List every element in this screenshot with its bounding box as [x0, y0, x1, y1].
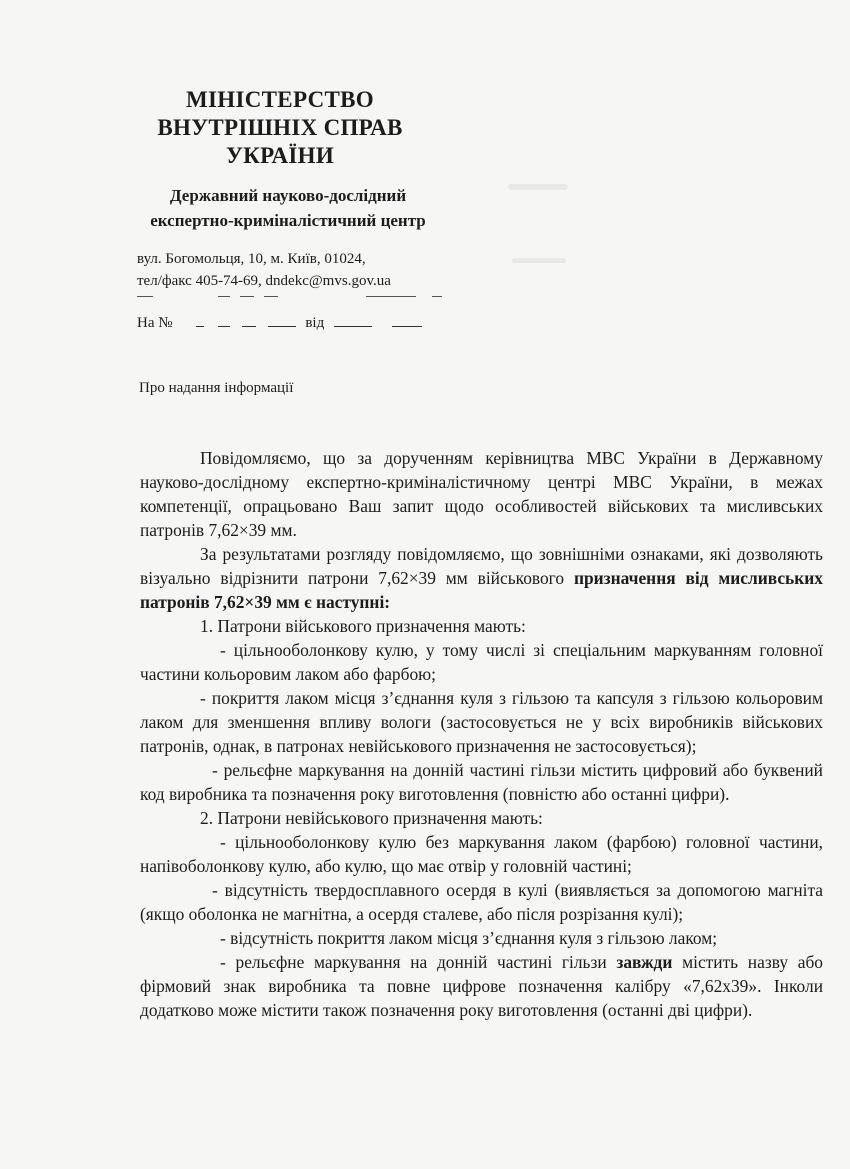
- intro-paragraph: Повідомляємо, що за дорученням керівництва МВС України в Державному науково-дослідному експертно-криміналістичному центрі МВС України, в межах компетенції, опрацьовано Ваш запит щодо особливостей військових та мисливських патронів 7,62×39 мм.: [140, 448, 823, 540]
- results-text: За результатами розгляду повідомляємо, що зовнішніми ознаками, які дозволяють візуально відрізнити патрони 7,62×39 мм військового: [140, 544, 823, 588]
- military-heading: 1. Патрони військового призначення мають:: [200, 616, 526, 636]
- blank-dash: [218, 296, 230, 297]
- civilian-feature: - цільнооболонкову кулю без маркування лаком (фарбою) головної частини, напівоболонкову кулю, або кулю, що має отвір у головній частині;: [140, 832, 823, 876]
- blank-dash: [264, 296, 278, 297]
- reference-number-label: На №: [137, 315, 173, 331]
- ministry-line: МІНІСТЕРСТВО: [186, 87, 374, 112]
- date-blank: [392, 314, 422, 327]
- number-blank: [268, 314, 296, 327]
- civilian-feature-text: містить назву або фірмовий знак виробника та повне цифрове позначення калібру «7,62х39». Інколи додатково може містити також позначення року виготовлення (останні дві цифри).: [140, 952, 823, 1020]
- date-blank: [334, 314, 372, 327]
- blank-dash: [137, 296, 153, 297]
- address-line: вул. Богомольця, 10, м. Київ, 01024,: [137, 251, 366, 267]
- date-label: від: [305, 315, 325, 331]
- civilian-heading: 2. Патрони невійськового призначення мають:: [200, 808, 543, 828]
- ministry-name: [130, 86, 430, 170]
- blank-dash: [432, 296, 442, 297]
- number-blank: [218, 314, 230, 327]
- registration-line: [137, 313, 422, 333]
- civilian-feature-text: - рельєфне маркування на донній частині гільзи: [220, 952, 617, 972]
- institution-line: Державний науково-дослідний: [169, 186, 407, 205]
- contact-line: тел/факс 405-74-69, dndekc@mvs.gov.ua: [137, 273, 391, 289]
- emphasis-always: завжди: [616, 952, 673, 972]
- institution-line: експертно-криміналістичний центр: [150, 211, 426, 230]
- number-blank: [196, 314, 204, 327]
- civilian-feature: - відсутність твердосплавного осердя в кулі (виявляється за допомогою магніта (якщо оболонка не магнітна, а осердя сталеве, або після розрізання кулі);: [140, 880, 823, 924]
- results-text-bold: призначення від мисливських патронів 7,62×39 мм є наступні:: [140, 568, 823, 612]
- ministry-line: УКРАЇНИ: [225, 143, 335, 168]
- civilian-feature: - відсутність покриття лаком місця з’єднання куля з гільзою лаком;: [220, 928, 718, 948]
- blank-dash: [366, 296, 416, 297]
- number-blank: [242, 314, 256, 327]
- institution-name: [118, 183, 458, 233]
- results-paragraph: [140, 542, 823, 614]
- military-feature: - цільнооболонкову кулю, у тому числі зі спеціальним маркуванням головної частини кольоровим лаком або фарбою;: [140, 640, 823, 684]
- military-feature: - покриття лаком місця з’єднання куля з гільзою та капсуля з гільзою кольоровим лаком для зменшення впливу вологи (застосовується не у всіх виробників військових патронів, однак, в патронах невійськового призначення не застосовується);: [140, 688, 823, 756]
- ministry-line: ВНУТРІШНІХ СПРАВ: [157, 115, 403, 140]
- scan-artifact: [512, 258, 566, 263]
- military-feature: - рельєфне маркування на донній частині гільзи містить цифровий або буквений код виробника та позначення року виготовлення (повністю або останні цифри).: [140, 760, 823, 804]
- scan-artifact: [508, 184, 568, 190]
- letter-body: [140, 446, 823, 1022]
- letter-subject: Про надання інформації: [139, 380, 294, 396]
- blank-dash: [240, 296, 254, 297]
- civilian-feature: [140, 950, 823, 1022]
- institution-address: [137, 248, 391, 292]
